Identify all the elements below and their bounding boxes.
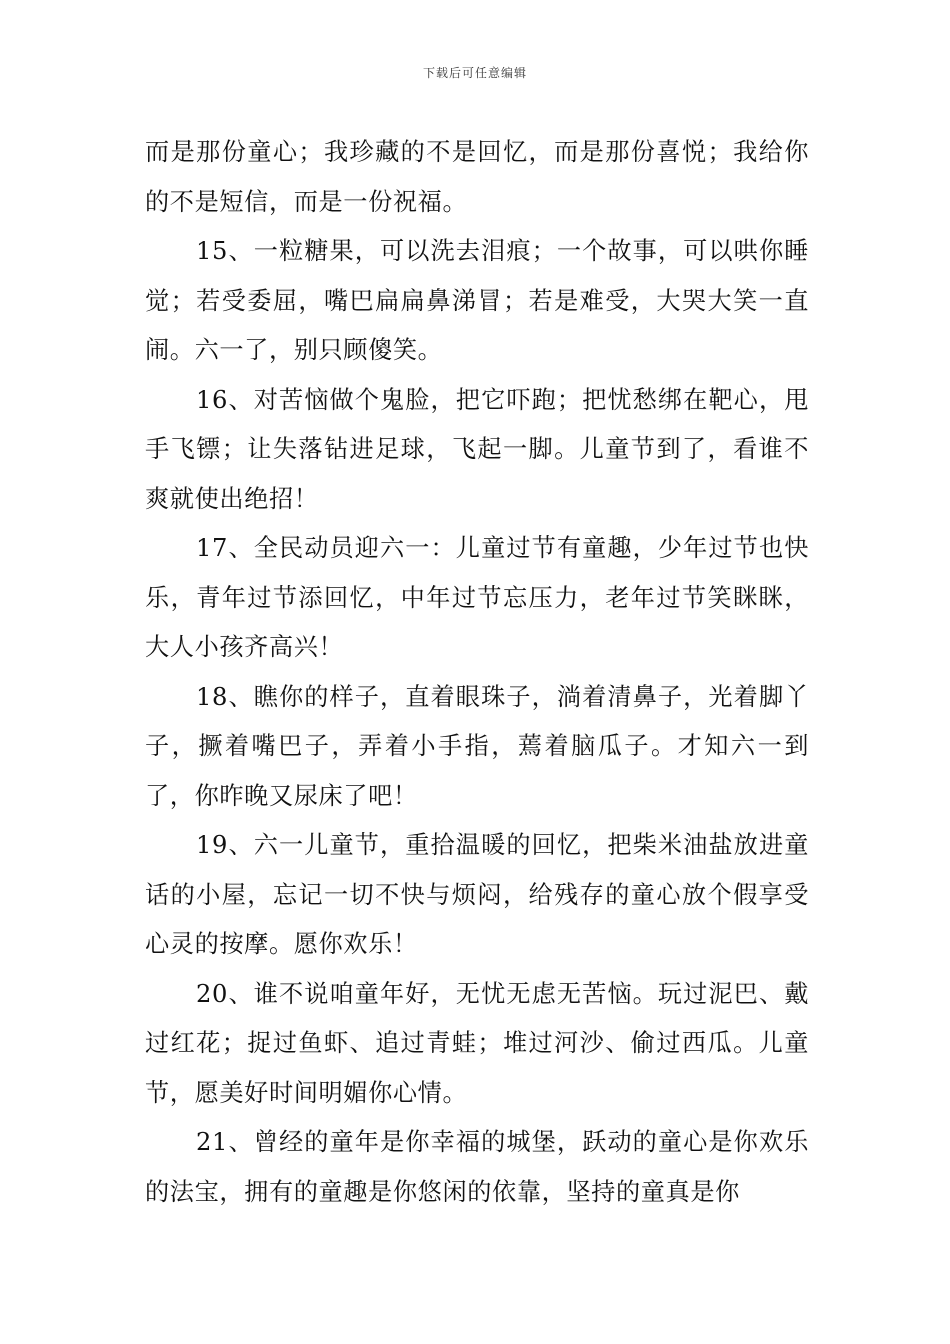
paragraph-19: 19、六一儿童节，重拾温暖的回忆，把柴米油盐放进童话的小屋，忘记一切不快与烦闷，给残存的童心放个假享受心灵的按摩。愿你欢乐！ (145, 831, 809, 958)
paragraph-20: 20、谁不说咱童年好，无忧无虑无苦恼。玩过泥巴、戴过红花；捉过鱼虾、追过青蛙；堆过河沙、偷过西瓜。儿童节，愿美好时间明媚你心情。 (145, 979, 809, 1107)
document-body (145, 128, 809, 1217)
paragraph-21: 21、曾经的童年是你幸福的城堡，跃动的童心是你欢乐的法宝，拥有的童趣是你悠闲的依靠，坚持的童真是你 (145, 1128, 809, 1206)
paragraph-continuation: 而是那份童心；我珍藏的不是回忆，而是那份喜悦；我给你的不是短信，而是一份祝福。 (145, 138, 809, 216)
paragraph-18: 18、瞧你的样子，直着眼珠子，淌着清鼻子，光着脚丫子，撅着嘴巴子，弄着小手指，蔫着脑瓜子。才知六一到了，你昨晚又尿床了吧！ (145, 682, 809, 810)
paragraph-17: 17、全民动员迎六一：儿童过节有童趣，少年过节也快乐，青年过节添回忆，中年过节忘压力，老年过节笑眯眯，大人小孩齐高兴！ (145, 534, 809, 661)
paragraph-15: 15、一粒糖果，可以洗去泪痕；一个故事，可以哄你睡觉；若受委屈，嘴巴扁扁鼻涕冒；若是难受，大哭大笑一直闹。六一了，别只顾傻笑。 (145, 237, 809, 364)
paragraph-16: 16、对苦恼做个鬼脸，把它吓跑；把忧愁绑在靶心，甩手飞镖；让失落钻进足球，飞起一脚。儿童节到了，看谁不爽就使出绝招！ (145, 385, 809, 513)
page-header: 下载后可任意编辑 (422, 66, 527, 80)
